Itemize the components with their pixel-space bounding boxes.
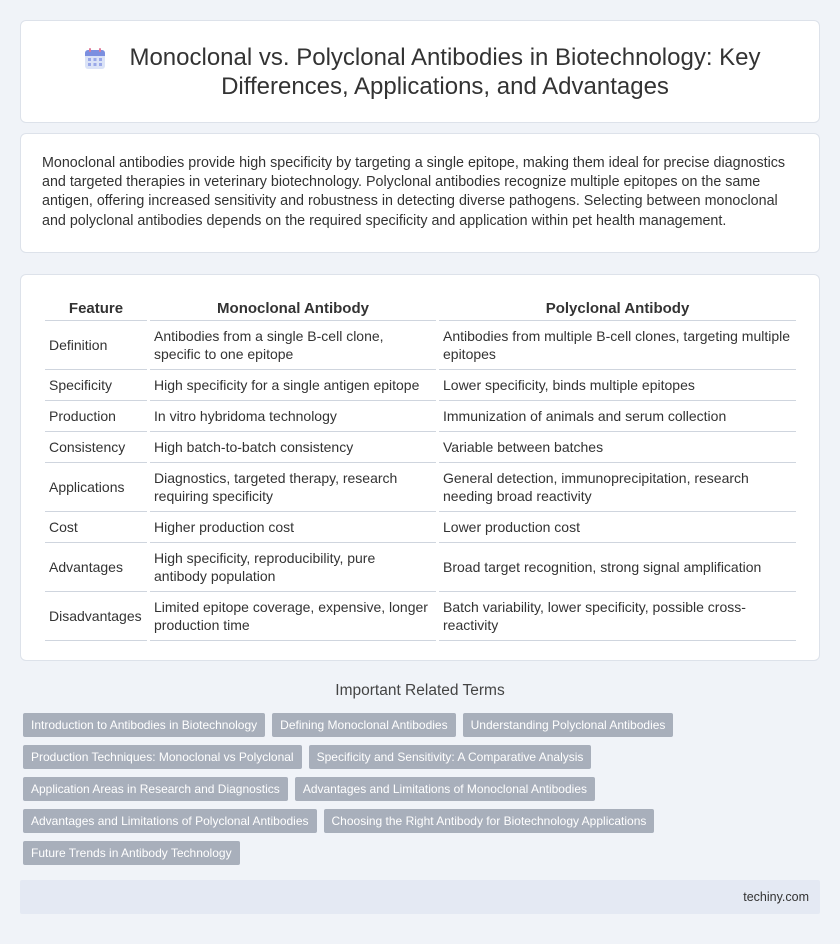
monoclonal-cell: Antibodies from a single B-cell clone, specific to one epitope [150,321,436,370]
related-term-tag[interactable]: Specificity and Sensitivity: A Comparative Analysis [309,745,592,769]
related-terms-list [23,713,703,865]
table-row [45,321,796,370]
feature-cell: Definition [45,321,147,370]
monoclonal-cell: Higher production cost [150,512,436,543]
polyclonal-cell: Batch variability, lower specificity, possible cross-reactivity [439,592,796,641]
column-header-polyclonal: Polyclonal Antibody [439,295,796,321]
monoclonal-cell: In vitro hybridoma technology [150,401,436,432]
table-row [45,370,796,401]
feature-cell: Cost [45,512,147,543]
header-card [20,20,820,123]
table-header-row [45,295,796,321]
related-term-tag[interactable]: Defining Monoclonal Antibodies [272,713,455,737]
related-term-tag[interactable]: Production Techniques: Monoclonal vs Polyclonal [23,745,302,769]
table-row [45,512,796,543]
monoclonal-cell: High specificity for a single antigen epitope [150,370,436,401]
monoclonal-cell: Limited epitope coverage, expensive, longer production time [150,592,436,641]
related-term-tag[interactable]: Application Areas in Research and Diagnostics [23,777,288,801]
intro-paragraph: Monoclonal antibodies provide high specificity by targeting a single epitope, making them ideal for precise diagnostics and targeted therapies in veterinary biotechnology. Polyclonal antibodies recognize multiple epitopes on the same antigen, offering increased sensitivity and robustness in detecting diverse pathogens. Selecting between monoclonal and polyclonal antibodies depends on the required specificity and application within pet health management. [42,155,786,229]
feature-cell: Production [45,401,147,432]
feature-cell: Consistency [45,432,147,463]
related-term-tag[interactable]: Advantages and Limitations of Polyclonal Antibodies [23,809,317,833]
polyclonal-cell: Immunization of animals and serum collection [439,401,796,432]
table-row [45,543,796,592]
related-term-tag[interactable]: Understanding Polyclonal Antibodies [463,713,674,737]
feature-cell: Disadvantages [45,592,147,641]
comparison-table [42,295,799,641]
related-term-tag[interactable]: Future Trends in Antibody Technology [23,841,240,865]
column-header-feature: Feature [45,295,147,321]
feature-cell: Applications [45,463,147,512]
polyclonal-cell: Lower specificity, binds multiple epitopes [439,370,796,401]
related-terms-title: Important Related Terms [335,682,505,699]
intro-card [20,133,820,253]
related-term-tag[interactable]: Advantages and Limitations of Monoclonal Antibodies [295,777,595,801]
table-row [45,401,796,432]
feature-cell: Advantages [45,543,147,592]
page-title: Monoclonal vs. Polyclonal Antibodies in Biotechnology: Key Differences, Applications, and Advantages [129,44,761,100]
column-header-monoclonal: Monoclonal Antibody [150,295,436,321]
related-term-tag[interactable]: Choosing the Right Antibody for Biotechnology Applications [324,809,655,833]
comparison-table-card [20,274,820,661]
table-row [45,463,796,512]
polyclonal-cell: Broad target recognition, strong signal amplification [439,543,796,592]
feature-cell: Specificity [45,370,147,401]
footer-site-link[interactable]: techiny.com [743,890,809,904]
footer [20,880,820,914]
monoclonal-cell: High specificity, reproducibility, pure antibody population [150,543,436,592]
monoclonal-cell: Diagnostics, targeted therapy, research requiring specificity [150,463,436,512]
polyclonal-cell: Antibodies from multiple B-cell clones, targeting multiple epitopes [439,321,796,370]
polyclonal-cell: Variable between batches [439,432,796,463]
related-term-tag[interactable]: Introduction to Antibodies in Biotechnology [23,713,265,737]
table-row [45,432,796,463]
monoclonal-cell: High batch-to-batch consistency [150,432,436,463]
polyclonal-cell: Lower production cost [439,512,796,543]
polyclonal-cell: General detection, immunoprecipitation, research needing broad reactivity [439,463,796,512]
table-row [45,592,796,641]
